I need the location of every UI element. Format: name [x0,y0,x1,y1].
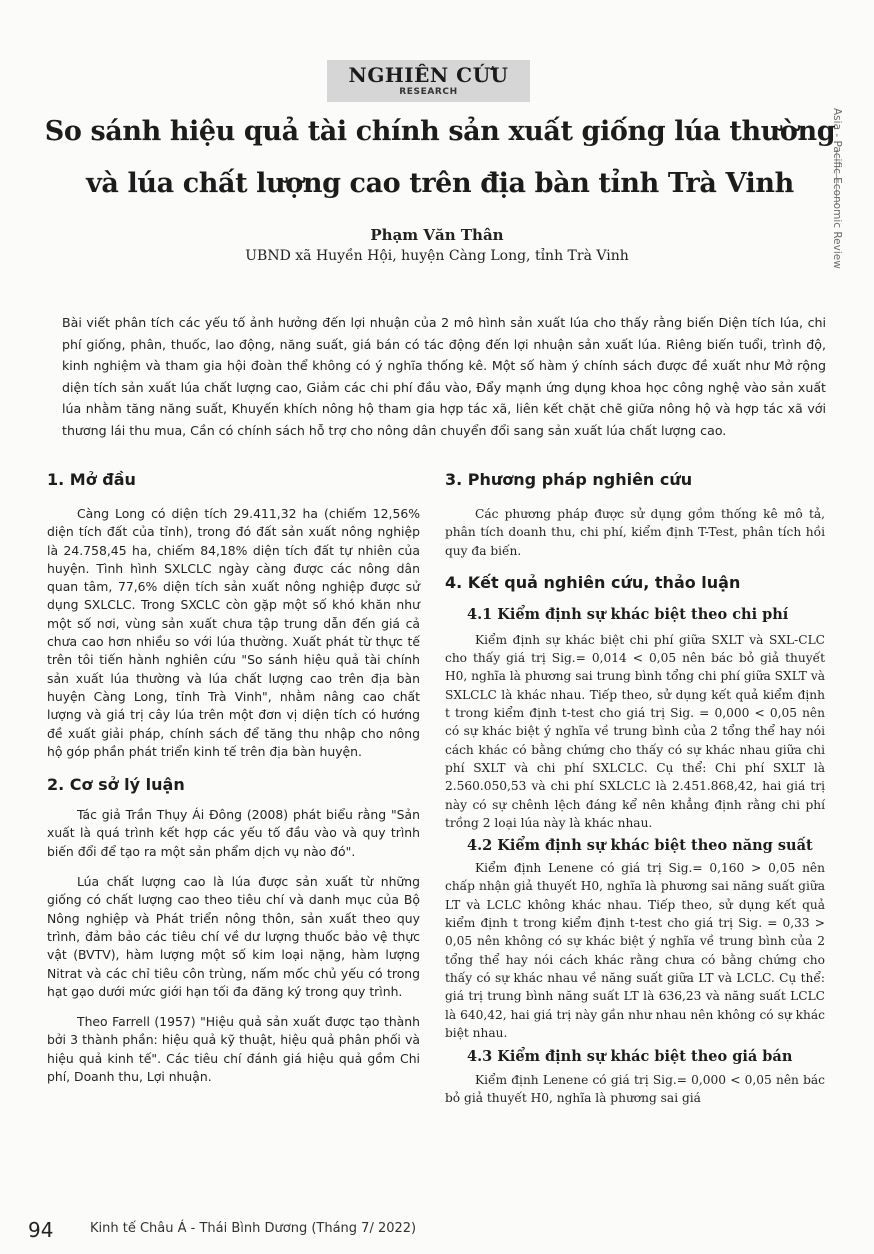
yield-test-paragraph: Kiểm định Lenene có giá trị Sig.= 0,160 > 0,05 nên chấp nhận giả thuyết H0, nghĩa là phương sai năng suất giữa LT và LCLC không khác nhau. Tiếp theo, sử dụng kết quả kiểm định t trong kiểm định t-test cho giá trị Sig. = 0,33 > 0,05 nên không có sự khác biệt ý nghĩa về trung bình của 2 tổng thể hay nói cách khác rằng chưa có bằng chứng cho thấy có sự khác nhau về năng suất giữa LT và LCLC. Cụ thể: giá trị trung bình năng suất LT là 636,23 và năng suất LCLC là 640,42, hai giá trị này gần như nhau nên không có sự khác biệt nhau. [445,861,825,1040]
theory-paragraph-3: Theo Farrell (1957) "Hiệu quả sản xuất được tạo thành bởi 3 thành phần: hiệu quả kỹ thuật, hiệu quả phân phối và hiệu quả kinh tế". Các tiêu chí đánh giá hiệu quả gồm Chi phí, Doanh thu, Lợi nhuận. [47,1014,420,1085]
affiliation: UBND xã Huyền Hội, huyện Càng Long, tỉnh Trà Vinh [245,248,629,264]
heading-price-test: 4.3 Kiểm định sự khác biệt theo giá bán [467,1048,793,1066]
heading-methods: 3. Phương pháp nghiên cứu [445,470,693,489]
title-line-2: và lúa chất lượng cao trên địa bàn tỉnh Trà Vinh [86,168,794,199]
author: Phạm Văn Thân [370,226,504,244]
right-column [445,470,825,1108]
section-tag-subtitle: RESEARCH [399,87,458,97]
journal-side-label: Asia - Pacific Economic Review [831,108,843,269]
abstract: Bài viết phân tích các yếu tố ảnh hưởng đến lợi nhuận của 2 mô hình sản xuất lúa cho thấy rằng biến Diện tích lúa, chi phí giống, phân, thuốc, lao động, năng suất, giá bán có tác động đến lợi nhuận sản xuất lúa. Riêng biến tuổi, trình độ, kinh nghiệm và tham gia hội đoàn thể không có ý nghĩa thống kê. Một số hàm ý chính sách được đề xuất như Mở rộng diện tích sản xuất lúa chất lượng cao, Giảm các chi phí đầu vào, Đẩy mạnh ứng dụng khoa học công nghệ vào sản xuất lúa nhằm tăng năng suất, Khuyến khích nông hộ tham gia hợp tác xã, liên kết chặt chẽ giữa nông hộ và hợp tác xã với thương lái thu mua, Cần có chính sách hỗ trợ cho nông dân chuyển đổi sang sản xuất lúa chất lượng cao. [62,315,826,438]
heading-yield-test: 4.2 Kiểm định sự khác biệt theo năng suất [467,837,813,855]
section-tag-title: NGHIÊN CỨU [348,63,509,87]
heading-results: 4. Kết quả nghiên cứu, thảo luận [445,572,741,592]
theory-paragraph-1: Tác giả Trần Thụy Ái Đông (2008) phát biểu rằng "Sản xuất là quá trình kết hợp các yếu tố đầu vào và quy trình biến đổi để tạo ra một sản phẩm dịch vụ nào đó". [47,807,420,859]
journal-footer: Kinh tế Châu Á - Thái Bình Dương (Tháng 7/ 2022) [90,1221,417,1236]
heading-introduction: 1. Mở đầu [47,470,136,489]
methods-paragraph: Các phương pháp được sử dụng gồm thống kê mô tả, phân tích doanh thu, chi phí, kiểm định T-Test, phân tích hồi quy đa biến. [445,507,825,558]
price-test-paragraph: Kiểm định Lenene có giá trị Sig.= 0,000 < 0,05 nên bác bỏ giả thuyết H0, nghĩa là phương sai giá [445,1073,825,1106]
left-column [47,470,420,1086]
heading-cost-test: 4.1 Kiểm định sự khác biệt theo chi phí [467,605,789,623]
section-tag [327,60,530,102]
theory-paragraph-2: Lúa chất lượng cao là lúa được sản xuất từ những giống có chất lượng cao theo tiêu chí và danh mục của Bộ Nông nghiệp và Phát triển nông thôn, sản xuất theo quy trình, đảm bảo các tiêu chí về dư lượng thuốc bảo vệ thực vật (BVTV), hàm lượng một số kim loại nặng, hàm lượng Nitrat và các chỉ tiêu côn trùng, nấm mốc chủ yếu có trong hạt gạo dưới mức giới hạn tối đa đăng ký trong quy trình. [47,874,420,999]
page-number: 94 [28,1218,54,1242]
heading-theory: 2. Cơ sở lý luận [47,775,185,795]
introduction-paragraph: Càng Long có diện tích 29.411,32 ha (chiếm 12,56% diện tích đất của tỉnh), trong đó đất sản xuất nông nghiệp là 24.758,45 ha, chiếm 84,18% diện tích đất tự nhiên của huyện. Tình hình SXLCLC ngày càng được các nông dân quan tâm, 77,6% diện tích sản xuất nông nghiệp được sử dụng SXLCLC. Trong SXCLC còn gặp một số khó khăn như một số nơi, vùng sản xuất chưa tập trung dẫn đến giá cả chưa cao hơn nhiều so với lúa thường. Xuất phát từ thực tế trên tôi tiến hành nghiên cứu "So sánh hiệu quả tài chính sản xuất lúa thường và lúa chất lượng cao trên địa bàn huyện Càng Long, tỉnh Trà Vinh", nhằm nâng cao chất lượng và giá trị cây lúa trên một đơn vị diện tích có hướng đề xuất giải pháp, chính sách để tăng thu nhập cho nông hộ góp phần phát triển kinh tế trên địa bàn huyện. [47,506,420,759]
title-line-1: So sánh hiệu quả tài chính sản xuất giống lúa thường [44,116,836,147]
cost-test-paragraph: Kiểm định sự khác biệt chi phí giữa SXLT và SXL-CLC cho thấy giá trị Sig.= 0,014 < 0,05 nên bác bỏ giả thuyết H0, nghĩa là phương sai trung bình tổng chi phí giữa SXLT và SXLCLC là khác nhau. Tiếp theo, sử dụng kết quả kiểm định t trong kiểm định t-test cho giá trị Sig. = 0,000 < 0,05 nên có sự khác biệt ý nghĩa về trung bình của 2 tổng thể hay nói cách khác có bằng chứng cho thấy có sự khác nhau giữa chi phí SXLT và chi phí SXLCLC. Cụ thể: Chi phí SXLT là 2.560.050,53 và chi phí SXLCLC là 2.451.868,42, hai giá trị này có sự chênh lệch đáng kể nên khẳng định rằng chi phí trồng 2 loại lúa này là khác nhau. [445,632,825,830]
